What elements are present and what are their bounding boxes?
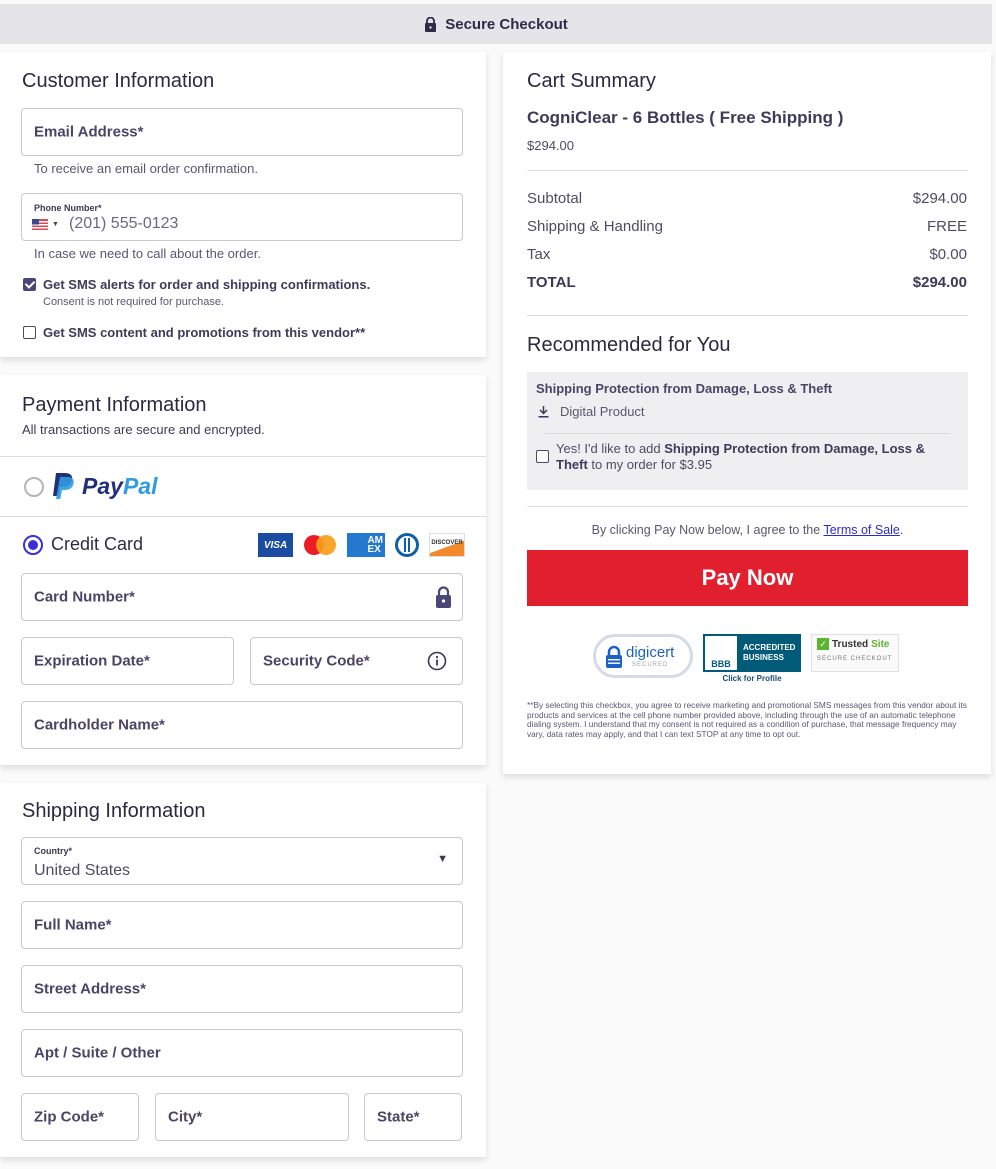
email-label: Email Address* [34,123,144,141]
full-name-label: Full Name* [34,916,112,934]
country-label: Country* [34,846,72,856]
shipping-row [527,218,967,235]
trustedsite-badge[interactable] [811,634,899,672]
cart-divider-2 [527,315,968,316]
sms-alerts-subtext: Consent is not required for purchase. [43,296,224,308]
pay-now-button[interactable]: Pay Now [527,550,968,606]
shipping-protection-checkbox[interactable] [536,450,549,463]
shipping-label: Shipping & Handling [527,218,663,235]
sms-promos-label: Get SMS content and promotions from this vendor** [43,325,366,340]
digicert-name: digicert [626,644,675,661]
bbb-line1: ACCREDITED [743,643,796,652]
recommended-title: Recommended for You [527,334,731,356]
header-title: Secure Checkout [445,15,568,33]
credit-card-label: Credit Card [51,534,144,554]
total-value: $294.00 [912,274,967,291]
sms-alerts-label: Get SMS alerts for order and shipping confirmations. [43,277,371,292]
product-price: $294.00 [527,138,574,153]
chevron-down-icon: ▼ [437,853,448,865]
phone-placeholder: (201) 555-0123 [69,215,179,232]
tax-label: Tax [527,246,551,263]
paypal-word-pal: Pal [122,472,158,499]
payment-information-title: Payment Information [22,394,207,416]
shipping-value: FREE [926,218,967,235]
offer-suffix: to my order for $3.95 [587,457,713,472]
recommended-item-title: Shipping Protection from Damage, Loss & Theft [536,381,833,396]
expiration-date-label: Expiration Date* [34,652,150,670]
phone-label: Phone Number* [34,203,102,213]
tax-value: $0.00 [929,246,967,263]
tax-row [527,246,967,263]
subtotal-value: $294.00 [912,190,967,207]
street-address-label: Street Address* [34,980,146,998]
trustedsite-sub: SECURE CHECKOUT [817,656,893,662]
download-icon [538,406,549,418]
trust-badges [593,634,899,683]
zip-code-label: Zip Code* [34,1108,104,1126]
terms-text [527,523,968,537]
offer-bold: Shipping Protection from Damage, Loss & Theft [556,441,925,472]
trusted-word: Trusted [832,638,869,650]
total-label: TOTAL [527,274,576,291]
country-value: United States [34,862,131,879]
city-label: City* [168,1108,203,1126]
cart-summary-title: Cart Summary [527,70,656,92]
state-label: State* [377,1108,420,1126]
security-code-label: Security Code* [263,652,370,670]
bbb-badge[interactable] [703,634,801,683]
digicert-lock-icon [604,645,624,669]
recommended-item-type: Digital Product [560,404,645,419]
card-number-label: Card Number* [34,588,135,606]
paypal-word-pay: Pay [82,472,123,499]
phone-help-text: In case we need to call about the order. [34,246,261,261]
recommended-item [527,372,968,490]
terms-of-sale-link[interactable]: Terms of Sale [823,523,900,537]
offer-prefix: Yes! I'd like to add [556,441,665,456]
chevron-down-icon: ▼ [52,221,59,228]
discover-icon: DISCOVER [429,533,465,557]
cardholder-name-label: Cardholder Name* [34,716,165,734]
cart-divider-3 [527,506,968,507]
email-help-text: To receive an email order confirmation. [34,161,258,176]
shipping-protection-offer [556,441,956,473]
bbb-click-for-profile[interactable]: Click for Profile [722,674,782,683]
check-icon: ✓ [817,638,829,650]
shipping-information-title: Shipping Information [22,800,206,822]
bbb-line2: BUSINESS [743,653,784,662]
visa-icon: VISA [258,533,293,557]
amex-icon: AM EX [347,533,385,557]
recommended-divider [545,433,950,434]
cart-divider-1 [527,170,968,171]
bbb-logo: BBB [705,636,737,670]
sms-disclaimer: **By selecting this checkbox, you agree to receive marketing and promotional SMS messages from this vendor about its products and services at the cell phone number provided above, including through the use of an automatic telephone dialing system. I understand that my consent is not required as a condition of purchase, that message frequency may vary, data rates may apply, and that I can text STOP at any time to opt out. [527,700,967,739]
product-name: CogniClear - 6 Bottles ( Free Shipping ) [527,108,844,127]
site-word: Site [871,638,890,650]
terms-prefix: By clicking Pay Now below, I agree to the [591,523,824,537]
digicert-sub: SECURED [632,662,669,668]
payment-subtitle: All transactions are secure and encrypted. [22,422,265,437]
total-row [527,274,967,291]
customer-information-title: Customer Information [22,70,215,92]
subtotal-row [527,190,967,207]
terms-suffix: . [899,523,904,537]
digicert-badge[interactable] [593,634,693,678]
apt-suite-label: Apt / Suite / Other [34,1044,161,1062]
subtotal-label: Subtotal [527,190,583,207]
